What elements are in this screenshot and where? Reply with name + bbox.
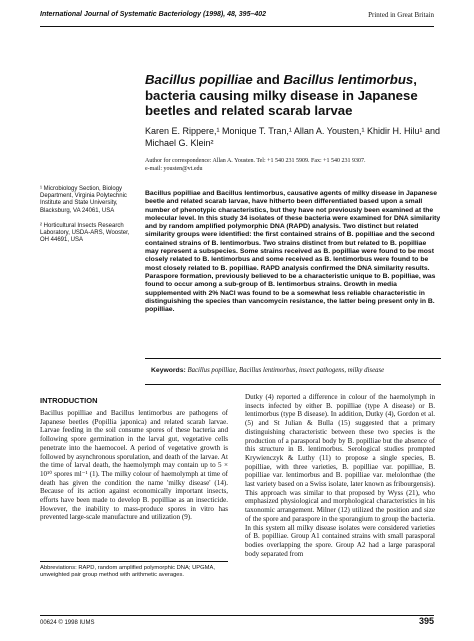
journal-citation: International Journal of Systematic Bacteriology (1998), 48, 395–402 (40, 11, 267, 18)
title-species-2: Bacillus lentimorbus (283, 72, 414, 87)
article-title (145, 72, 445, 119)
keywords-box (145, 358, 441, 385)
intro-text: Bacillus popilliae and Bacillus lentimorbus are pathogens of Japanese beetles (Popillia japonica) and related scarab larvae. Larvae feeding in the soil consume spores of these bacteria and following spore germination in the larval gut, vegetative cells penetrate into the haemocoel. A period of vegetative growth is followed by asynchronous sporulation, and death of the larvae. At the time of larval death, the haemolymph may contain up to 5 × 10¹⁰ spores ml⁻¹ (1). The milky colour of haemolymph at time of death has given the condition the name 'milky disease' (14). Because of its action against economically important insects, efforts have been made to develop B. popilliae as an insecticide. However, the inability to mass-produce spores in vitro has prevented large-scale manufacture and utilization (9). (40, 409, 228, 522)
body-text: Dutky (4) reported a difference in colour of the haemolymph in insects infected by either B. popilliae (type A disease) or B. lentimorbus (type B disease). In addition, Dutky (4), Gordon et al. (5) and St Julian & Bulla (15) suggested that a primary distinguishing characteristic between these two species is the production of a parasporal body by B. popilliae but the absence of this structure in B. lentimorbus. Serological studies prompted Krywienczyk & Luthy (11) to propose a single species, B. popilliae, with three varieties, B. popilliae var. popilliae, B. popilliae var. lentimorbus and B. popilliae var. melolonthae (the last variety based on a Swiss isolate, later known as fribourgensis). This approach was similar to that proposed by Wyss (21), who emphasized physiological and morphological characteristics in his taxonomic arrangement. Milner (12) utilized the position and size of the spore and paraspore in the sporangium to group the bacteria. In this system all milky disease isolates were considered varieties of B. popilliae. Group A1 contained strains with small parasporal bodies overlapping the spore. Group A2 had a large parasporal body separated from (245, 393, 435, 558)
footnote-rule (40, 561, 228, 562)
correspondence-contact: Author for correspondence: Allan A. Yousten. Tel: +1 540 231 5909. Fax: +1 540 231 9307. (145, 158, 366, 164)
footer-rule (40, 615, 434, 616)
title-and: and (252, 72, 284, 87)
abstract (145, 190, 441, 314)
keywords-label: Keywords: (151, 367, 186, 374)
printed-in: Printed in Great Britain (368, 11, 434, 19)
correspondence (145, 157, 445, 173)
author-list: Karen E. Rippere,¹ Monique T. Tran,¹ Allan A. Yousten,¹ Khidir H. Hilu¹ and Michael G. Klein² (145, 126, 440, 148)
abbreviations-footnote: Abbreviations: RAPD, random amplified polymorphic DNA; UPGMA, unweighted pair group method with arithmetic averages. (40, 565, 215, 578)
page-number: 395 (418, 616, 434, 626)
intro-paragraph (40, 409, 228, 522)
keywords-text: Bacillus popilliae, Bacillus lentimorbus, insect pathogens, milky disease (187, 367, 385, 374)
column-right (245, 393, 435, 558)
copyright-line: 00624 © 1998 IUMS (40, 620, 95, 626)
affiliation-2: ² Horticultural Insects Research Laboratory, USDA-ARS, Wooster, OH 44691, USA (40, 222, 130, 244)
correspondence-email[interactable]: e-mail: yousten@vt.edu (145, 166, 203, 172)
column-left (40, 396, 228, 522)
running-header (40, 11, 434, 25)
keywords (151, 367, 384, 374)
section-heading: INTRODUCTION (40, 396, 98, 405)
body-paragraph (245, 393, 435, 558)
header-rule (40, 26, 434, 27)
abstract-text: Bacillus popilliae and Bacillus lentimorbus, causative agents of milky disease in Japanese beetle and related scarab larvae, have hitherto been differentiated based upon a small number of phenotypic characteristics, but they have not previously been examined at the molecular level. In this study 34 isolates of these bacteria were examined for DNA similarity and by random amplified polymorphic DNA (RAPD) analysis. Two distinct but related similarity groups were identified: the first contained strains of B. popilliae and the second contained strains of B. lentimorbus. Two strains distinct from but related to B. popilliae may represent a subspecies. Some strains received as B. popilliae were found to be most closely related to B. lentimorbus and some received as B. lentimorbus were found to be most closely related to B. popilliae. RAPD analysis confirmed the DNA similarity results. Paraspore formation, previously believed to be a characteristic unique to B. popilliae, was found to occur among a sub-group of B. lentimorbus strains. Growth in media supplemented with 2% NaCl was found to be a somewhat less reliable characteristic in distinguishing the species than vancomycin resistance, the latter being present only in B. popilliae. (145, 190, 441, 314)
title-species-1: Bacillus popilliae (145, 72, 253, 87)
title-rest: , bacteria causing milky disease in Japanese beetles and related scarab larvae (145, 72, 418, 118)
affiliation-1: ¹ Microbiology Section, Biology Department, Virginia Polytechnic Institute and State University, Blacksburg, VA 24061, USA (40, 186, 127, 214)
affiliations (40, 186, 135, 252)
